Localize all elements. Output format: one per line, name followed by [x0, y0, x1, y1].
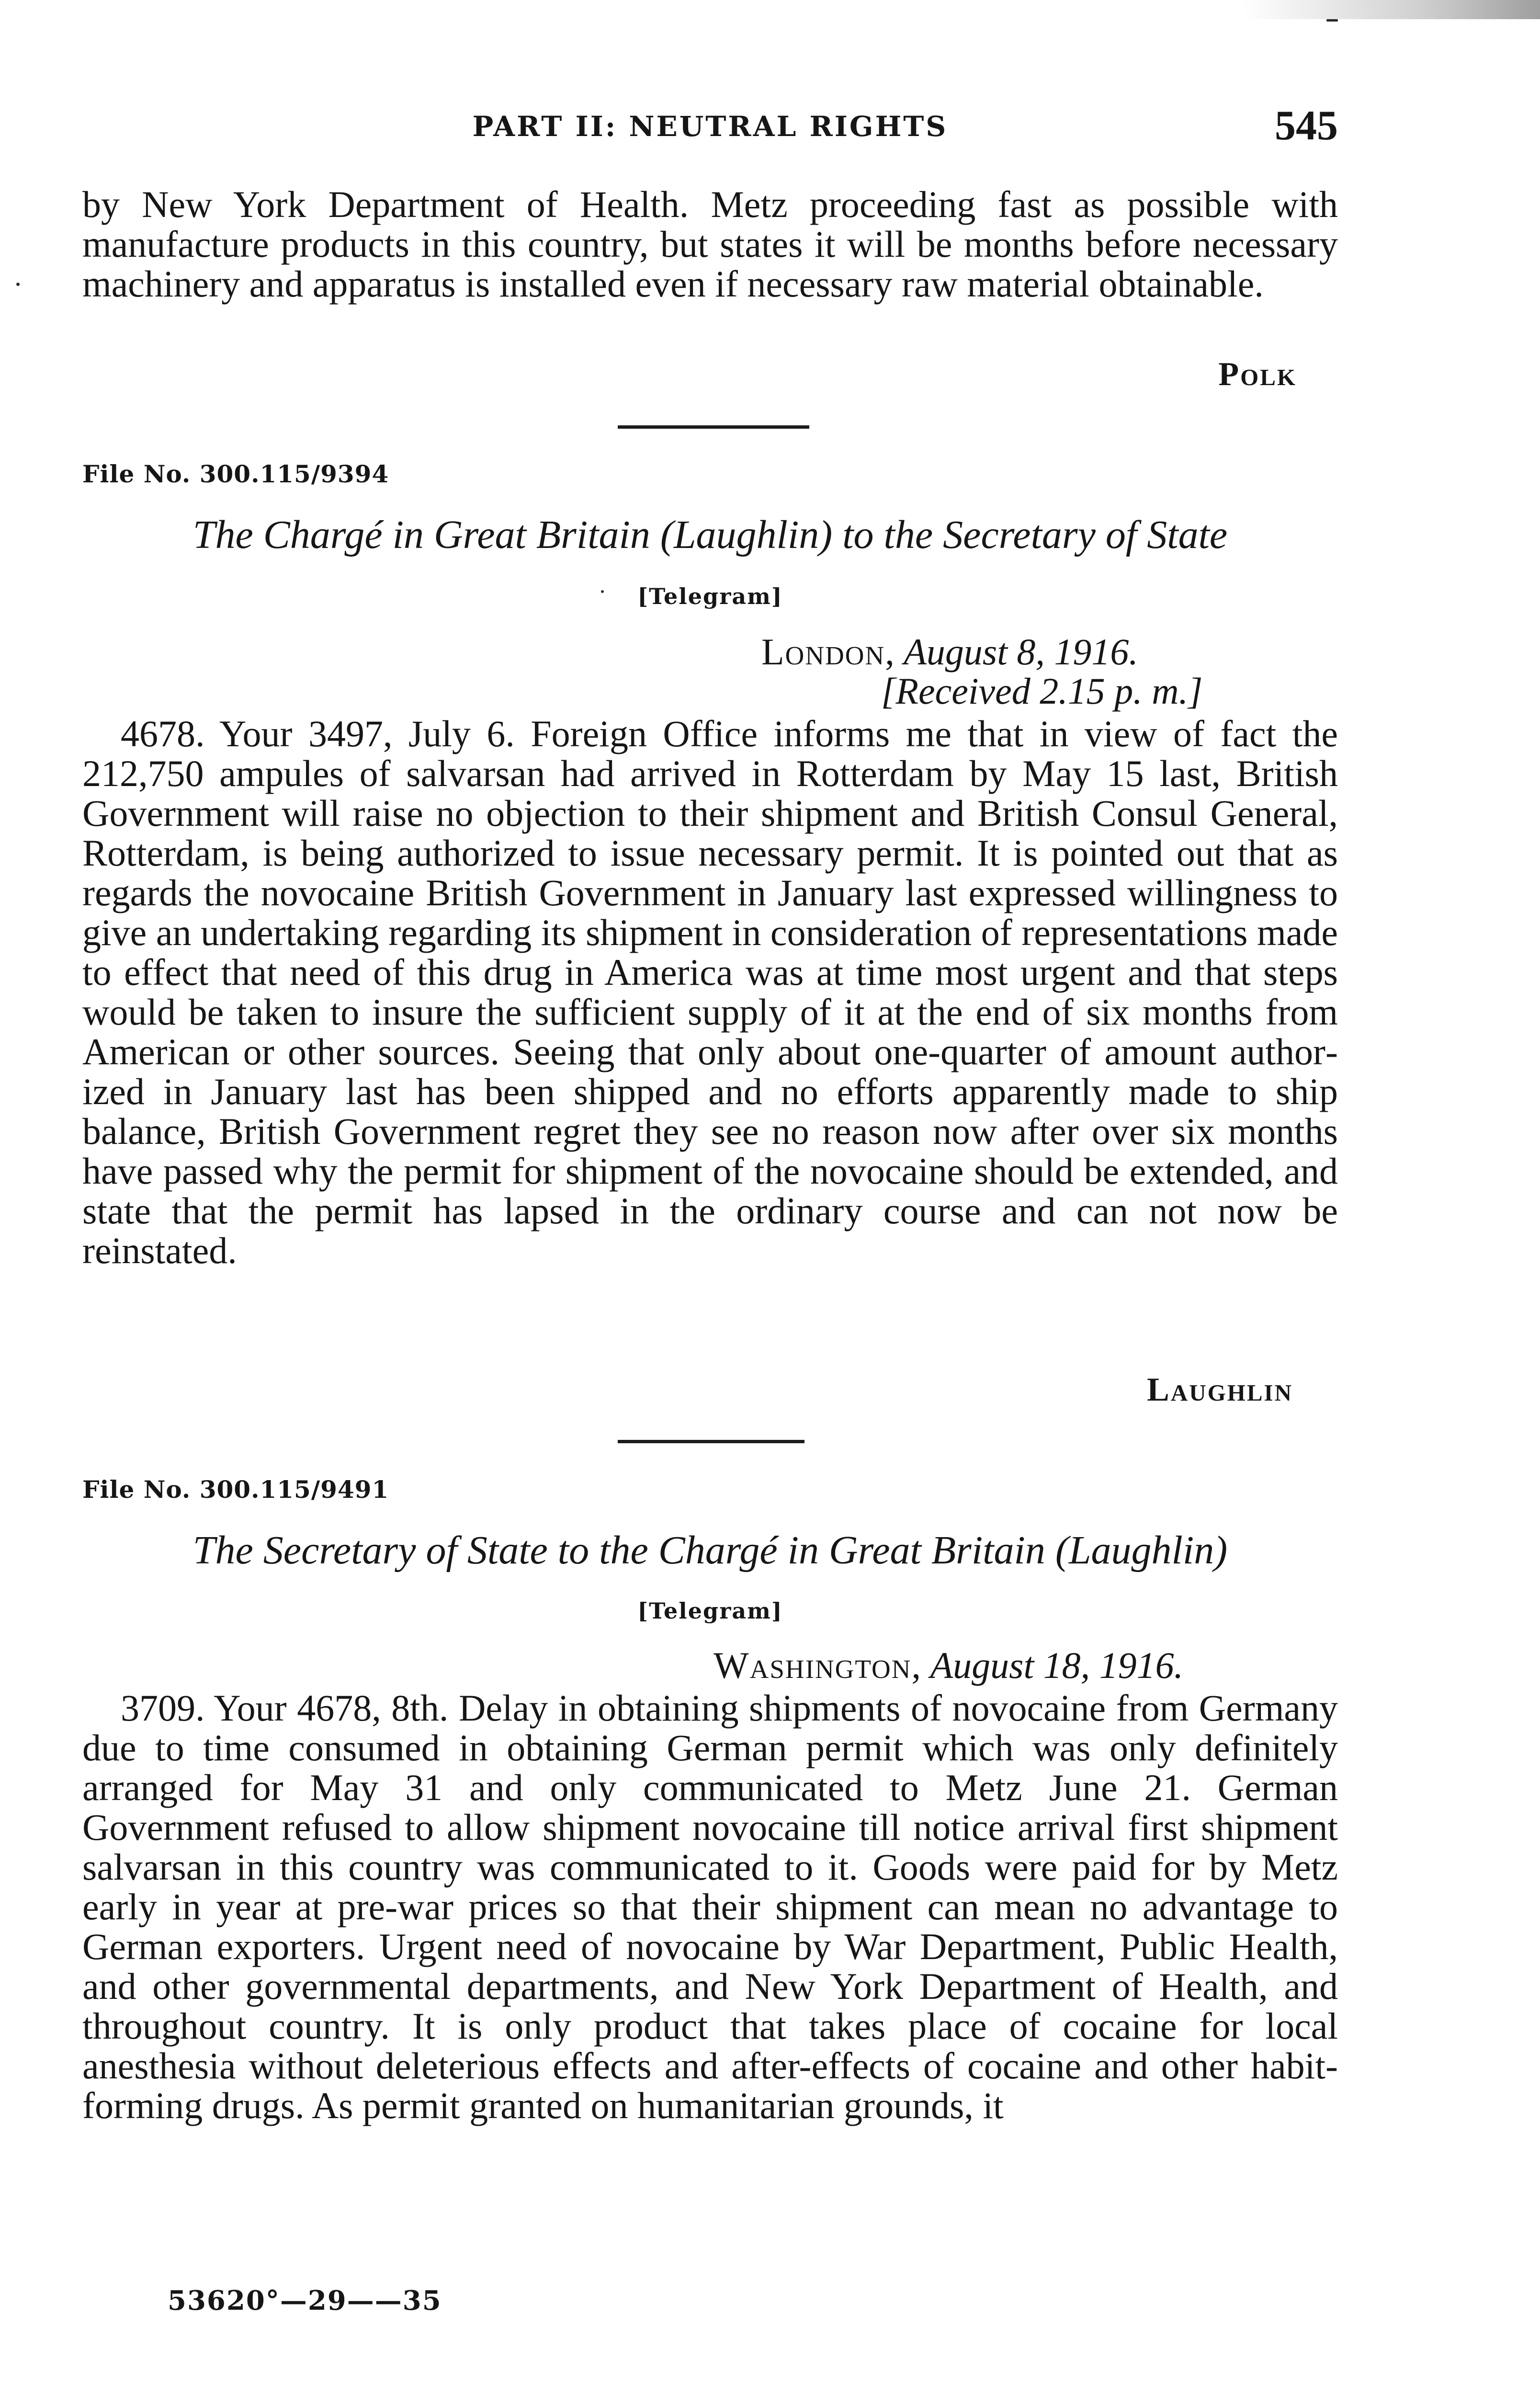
dateline-place: London [761, 631, 885, 673]
scan-speck [601, 590, 604, 593]
dateline-date: August 18, 1916. [930, 1644, 1184, 1686]
continued-paragraph: by New York Department of Health. Metz proceeding fast as possible with manufacture products in this country, but states it will be months before necessary machinery and apparatus is installed even if necessary raw material obtainable. [82, 183, 1338, 305]
dateline-comma: , [911, 1644, 930, 1686]
received-line: [Received 2.15 p. m.] [881, 670, 1203, 712]
dateline-comma: , [885, 631, 904, 673]
signature-laughlin: Laughlin [1147, 1371, 1293, 1408]
scan-edge-shadow [1243, 0, 1540, 19]
telegram-body: 4678. Your 3497, July 6. Foreign Office informs me that in view of fact the 212,750 ampules of salvarsan had arrived in Rotterdam by May 15 last, British Government will raise no objection to their shipment and British Consul General, Rotterdam, is being authorized to issue necessary permit. It is pointed out that as regards the novocaine British Government in January last expressed willingness to give an undertaking regarding its shipment in consideration of representations made to effect that need of this drug in America was at time most urgent and that steps would be taken to insure the sufficient supply of it at the end of six months from American or other sources. Seeing that only about one-quarter of amount authorized in January last has been shipped and no efforts apparently made to ship balance, British Government regret they see no reason now after over six months have passed why the permit for shipment of the novocaine should be extended, and state that the permit has lapsed in the ordinary course and can not now be reinstated. [82, 713, 1338, 1271]
dateline-place: Washington [713, 1644, 912, 1686]
dateline [761, 630, 1138, 673]
continued-paragraph-block [82, 184, 1338, 304]
telegram-label: [Telegram] [637, 583, 783, 609]
running-title: PART II: NEUTRAL RIGHTS [472, 110, 948, 143]
dateline-date: August 8, 1916. [904, 631, 1138, 673]
section-divider [618, 1440, 804, 1443]
file-number: File No. 300.115/9394 [82, 460, 389, 488]
scan-speck [16, 283, 20, 286]
document-title: The Chargé in Great Britain (Laughlin) to the Secretary of State [192, 513, 1228, 557]
telegram-label: [Telegram] [637, 1598, 783, 1624]
telegram-body-block [82, 1688, 1338, 2125]
file-number: File No. 300.115/9491 [82, 1475, 389, 1504]
section-divider [618, 425, 809, 429]
document-title: The Secretary of State to the Chargé in Great Britain (Laughlin) [192, 1528, 1228, 1573]
page-number: 545 [1275, 103, 1338, 149]
signature-polk: Polk [1218, 356, 1297, 393]
scan-speck [1326, 19, 1338, 22]
dateline [713, 1644, 1183, 1687]
telegram-body: 3709. Your 4678, 8th. Delay in obtaining shipments of novocaine from Germany due to time consumed in obtaining German permit which was only definitely arranged for May 31 and only communicated to Metz June 21. German Government refused to allow shipment novocaine till notice arrival first shipment salvarsan in this country was communicated to it. Goods were paid for by Metz early in year at pre-war prices so that their shipment can mean no advantage to German exporters. Urgent need of novocaine by War Department, Public Health, and other governmental departments, and New York Department of Health, and throughout country. It is only product that takes place of cocaine for local anesthesia without deleterious effects and after-effects of cocaine and other habit-forming drugs. As permit granted on humanitarian grounds, it [82, 1687, 1338, 2126]
running-head [82, 102, 1338, 149]
telegram-body-block [82, 714, 1338, 1270]
print-code: 53620°—29——35 [168, 2285, 442, 2316]
